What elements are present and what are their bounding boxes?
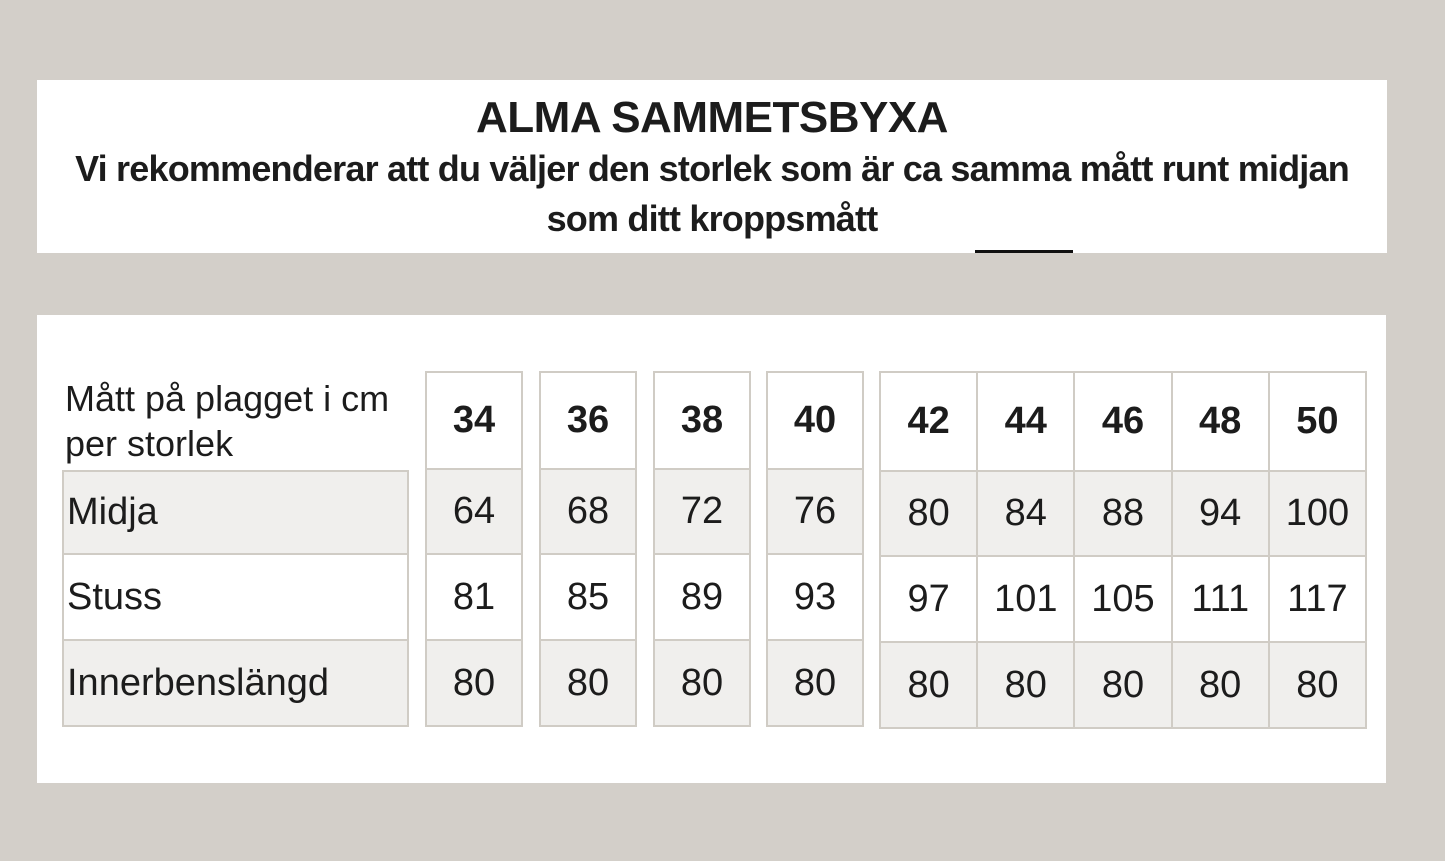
- corner-label: [65, 371, 425, 470]
- cell-midja-40: 76: [766, 470, 864, 555]
- cell-midja-44: 84: [978, 472, 1075, 557]
- cell-midja-48: 94: [1173, 472, 1270, 557]
- row-label-midja: Midja: [62, 470, 409, 555]
- size-recommendation-line1: Vi rekommenderar att du väljer den storlek som är ca samma mått runt midjan: [75, 148, 1349, 189]
- cell-stuss-36: 85: [539, 555, 637, 641]
- row-label-stuss: Stuss: [62, 555, 409, 641]
- size-column-38: [653, 371, 751, 727]
- cell-innerbenslangd-46: 80: [1075, 643, 1172, 729]
- size-header-38: 38: [653, 371, 751, 470]
- size-recommendation-line2: som ditt kroppsmått: [546, 198, 878, 239]
- size-grid-42-50: [879, 371, 1367, 729]
- size-header-36: 36: [539, 371, 637, 470]
- cell-midja-36: 68: [539, 470, 637, 555]
- cell-innerbenslangd-44: 80: [978, 643, 1075, 729]
- size-table-panel: [37, 315, 1386, 783]
- cell-innerbenslangd-48: 80: [1173, 643, 1270, 729]
- cell-midja-38: 72: [653, 470, 751, 555]
- row-label-innerbenslangd: Innerbenslängd: [62, 641, 409, 727]
- underline-mark: [975, 250, 1073, 253]
- cell-stuss-38: 89: [653, 555, 751, 641]
- cell-stuss-40: 93: [766, 555, 864, 641]
- product-title: ALMA SAMMETSBYXA: [476, 93, 948, 142]
- cell-innerbenslangd-42: 80: [881, 643, 978, 729]
- cell-innerbenslangd-34: 80: [425, 641, 523, 727]
- cell-stuss-50: 117: [1270, 557, 1367, 643]
- cell-stuss-48: 111: [1173, 557, 1270, 643]
- cell-innerbenslangd-38: 80: [653, 641, 751, 727]
- size-column-36: [539, 371, 637, 727]
- size-header-48: 48: [1173, 373, 1270, 472]
- cell-midja-46: 88: [1075, 472, 1172, 557]
- cell-innerbenslangd-40: 80: [766, 641, 864, 727]
- size-header-42: 42: [881, 373, 978, 472]
- corner-label-line1: Mått på plagget i cm: [65, 377, 390, 419]
- size-column-40: [766, 371, 864, 727]
- cell-stuss-42: 97: [881, 557, 978, 643]
- cell-midja-50: 100: [1270, 472, 1367, 557]
- corner-label-line2: per storlek: [65, 422, 234, 464]
- header-panel: [37, 80, 1387, 253]
- cell-stuss-34: 81: [425, 555, 523, 641]
- cell-innerbenslangd-36: 80: [539, 641, 637, 727]
- size-header-50: 50: [1270, 373, 1367, 472]
- size-column-34: [425, 371, 523, 727]
- cell-innerbenslangd-50: 80: [1270, 643, 1367, 729]
- size-header-34: 34: [425, 371, 523, 470]
- size-header-44: 44: [978, 373, 1075, 472]
- size-header-40: 40: [766, 371, 864, 470]
- measurement-label-column: [62, 470, 409, 727]
- cell-stuss-44: 101: [978, 557, 1075, 643]
- cell-midja-34: 64: [425, 470, 523, 555]
- cell-midja-42: 80: [881, 472, 978, 557]
- cell-stuss-46: 105: [1075, 557, 1172, 643]
- size-header-46: 46: [1075, 373, 1172, 472]
